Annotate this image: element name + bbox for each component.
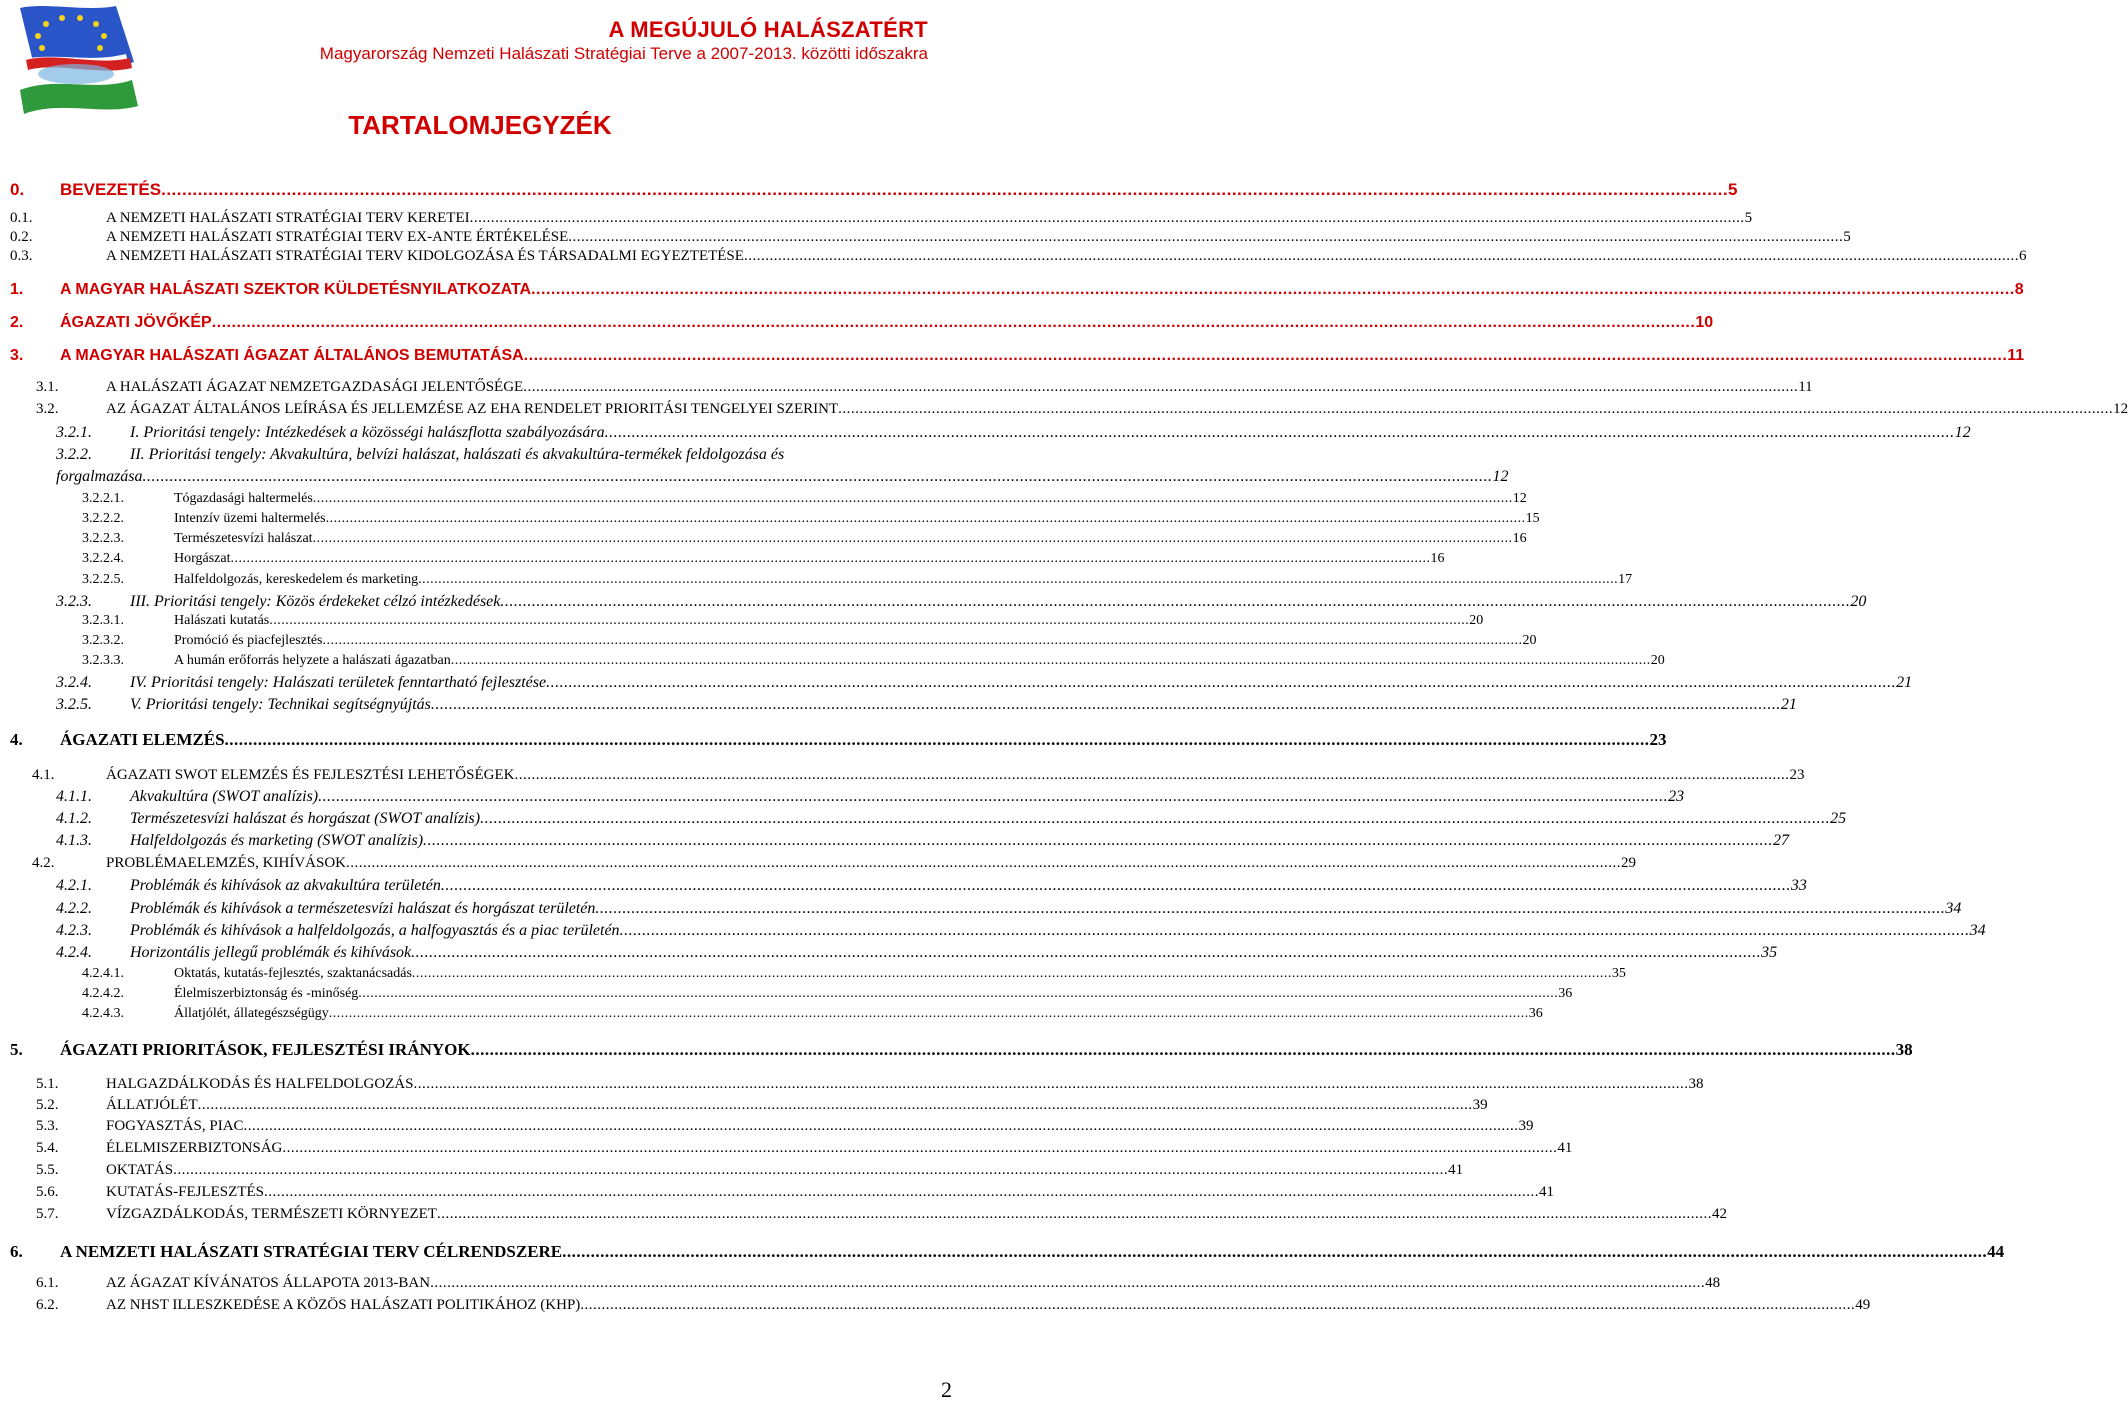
toc-entry-number: 6.2. <box>36 1297 59 1313</box>
toc-entry-text: ÁGAZATI SWOT ELEMZÉS ÉS FEJLESZTÉSI LEHETŐSÉGEK <box>106 767 515 783</box>
toc-entry-number: 4.2.1. <box>56 877 92 894</box>
toc-entry-text: Halfeldolgozás, kereskedelem és marketing <box>174 572 419 587</box>
toc-entry-number: 3. <box>10 347 24 364</box>
toc-entry-number: 5. <box>10 1040 23 1059</box>
toc-entry-text: A MAGYAR HALÁSZATI ÁGAZAT ÁLTALÁNOS BEMUTATÁSA <box>60 347 524 364</box>
toc-leader-dots: ............................................................................................................................................................................................................................................................................................................ <box>418 572 1619 587</box>
toc-entry-number: 4.1. <box>32 767 55 783</box>
toc-entry-number: 2. <box>10 314 24 331</box>
toc-entry-line <box>130 810 1847 828</box>
toc-entry-number: 4.2.4.3. <box>82 1006 124 1021</box>
toc-entry-text: II. Prioritási tengely: Akvakultúra, belvízi halászat, halászati és akvakultúra-termékek feldolgozása és <box>130 446 785 463</box>
toc-entry-line <box>130 593 1867 611</box>
toc-entry-page: 41 <box>1538 1184 1554 1200</box>
toc-entry-text: ÁLLATJÓLÉT <box>106 1097 198 1113</box>
toc-entry-line <box>130 832 1790 850</box>
toc-entry-line <box>60 347 2025 365</box>
toc-entry-text: Horizontális jellegű problémák és kihívások <box>130 944 412 961</box>
toc-entry-page: 11 <box>1798 379 1813 395</box>
toc-entry-number: 5.4. <box>36 1140 59 1156</box>
toc-leader-dots: ............................................................................................................................................................................................................................................................................................................ <box>230 551 1431 566</box>
toc-entry-line <box>60 281 2024 299</box>
toc-entry-number: 4.1.3. <box>56 832 92 849</box>
toc-leader-dots: ............................................................................................................................................................................................................................................................................................................ <box>411 944 1762 961</box>
toc-entry-line <box>106 767 1805 784</box>
toc-leader-dots: ............................................................................................................................................................................................................................................................................................................ <box>514 767 1790 783</box>
toc-entry-text: ÁGAZATI ELEMZÉS <box>60 730 225 749</box>
toc-entry-number: 4.2.3. <box>56 922 92 939</box>
toc-entry-text: A NEMZETI HALÁSZATI STRATÉGIAI TERV KERETEI <box>106 210 470 226</box>
toc-leader-dots: ............................................................................................................................................................................................................................................................................................................ <box>436 1206 1712 1222</box>
toc-entry-line <box>174 572 1633 588</box>
toc-entry-text: AZ ÁGAZAT KÍVÁNATOS ÁLLAPOTA 2013-BAN <box>106 1275 431 1291</box>
toc-entry-line <box>130 944 1778 962</box>
toc-leader-dots: ............................................................................................................................................................................................................................................................................................................ <box>580 1297 1856 1313</box>
toc-entry-text: Problémák és kihívások a halfeldolgozás, a halfogyasztás és a piac területén <box>130 922 620 939</box>
toc-entry-number: 3.2.4. <box>56 674 92 691</box>
toc-entry-line <box>106 1076 1704 1093</box>
toc-leader-dots: ............................................................................................................................................................................................................................................................................................................ <box>318 788 1669 805</box>
toc-entry-line <box>130 922 1986 940</box>
toc-entry-page: 49 <box>1855 1297 1871 1313</box>
toc-entry-number: 3.2.2.1. <box>82 491 124 506</box>
toc-entry-page: 39 <box>1472 1097 1488 1113</box>
toc-leader-dots: ............................................................................................................................................................................................................................................................................................................ <box>430 696 1781 713</box>
toc-leader-dots: ............................................................................................................................................................................................................................................................................................................ <box>743 248 2019 264</box>
toc-leader-dots: ............................................................................................................................................................................................................................................................................................................ <box>619 922 1970 939</box>
toc-entry-number: 4. <box>10 730 23 749</box>
toc-entry-page: 20 <box>1469 613 1484 628</box>
toc-entry-number: 1. <box>10 281 24 298</box>
toc-entry-text: I. Prioritási tengely: Intézkedések a közösségi halászflotta szabályozására <box>130 424 605 441</box>
toc-entry-page: 48 <box>1705 1275 1721 1291</box>
toc-entry-text: Promóció és piacfejlesztés <box>174 633 323 648</box>
toc-entry-text: ÁGAZATI PRIORITÁSOK, FEJLESZTÉSI IRÁNYOK <box>60 1040 471 1059</box>
toc-entry-number: 4.2. <box>32 855 55 871</box>
page-number: 2 <box>941 1377 952 1402</box>
toc-entry-number: 5.1. <box>36 1076 59 1092</box>
toc-leader-dots: ............................................................................................................................................................................................................................................................................................................ <box>562 1242 1988 1261</box>
toc-entry-number: 3.2. <box>36 401 59 417</box>
toc-entry-text: A NEMZETI HALÁSZATI STRATÉGIAI TERV CÉLRENDSZERE <box>60 1242 563 1261</box>
toc-entry-text: V. Prioritási tengely: Technikai segítségnyújtás <box>130 696 431 713</box>
toc-entry-number: 5.3. <box>36 1118 59 1134</box>
toc-entry-page: 38 <box>1688 1076 1704 1092</box>
toc-leader-dots: ............................................................................................................................................................................................................................................................................................................ <box>282 1140 1558 1156</box>
toc-entry-text: FOGYASZTÁS, PIAC <box>106 1118 244 1134</box>
toc-entry-page: 16 <box>1430 551 1445 566</box>
toc-leader-dots: ............................................................................................................................................................................................................................................................................................................ <box>423 832 1774 849</box>
page-header <box>320 18 928 65</box>
toc-entry-text: Természetesvízi halászat és horgászat (SWOT analízis) <box>130 810 481 827</box>
toc-entry-number: 3.2.3. <box>56 593 92 610</box>
toc-entry-number: 6.1. <box>36 1275 59 1291</box>
toc-entry-line <box>106 210 1753 227</box>
toc-leader-dots: ............................................................................................................................................................................................................................................................................................................ <box>322 633 1523 648</box>
toc-entry-page: 8 <box>2014 281 2024 298</box>
toc-entry-line <box>174 551 1445 567</box>
toc-entry-page: 39 <box>1518 1118 1534 1134</box>
toc-entry-text: III. Prioritási tengely: Közös érdekeket célzó intézkedések <box>130 593 501 610</box>
toc-entry-text: AZ NHST ILLESZKEDÉSE A KÖZÖS HALÁSZATI POLITIKÁHOZ (KHP) <box>106 1297 581 1313</box>
toc-entry-text: ÉLELMISZERBIZTONSÁG <box>106 1140 283 1156</box>
toc-entry-number: 5.2. <box>36 1097 59 1113</box>
toc-entry-page: 5 <box>1843 229 1851 245</box>
toc-entry-line <box>60 730 1667 750</box>
toc-leader-dots: ............................................................................................................................................................................................................................................................................................................ <box>440 877 1791 894</box>
toc-entry-page: 20 <box>1522 633 1537 648</box>
toc-entry-number: 5.6. <box>36 1184 59 1200</box>
toc-entry-page: 41 <box>1557 1140 1573 1156</box>
toc-leader-dots: ............................................................................................................................................................................................................................................................................................................ <box>346 855 1621 871</box>
toc-leader-dots: ............................................................................................................................................................................................................................................................................................................ <box>523 347 2008 364</box>
toc-entry-page: 23 <box>1789 767 1805 783</box>
toc-entry-text: Intenzív üzemi haltermelés <box>174 511 326 526</box>
toc-entry-text: Élelmiszerbiztonság és -minőség <box>174 986 359 1001</box>
toc-entry-line <box>174 966 1626 982</box>
toc-entry-number: 0. <box>10 180 25 199</box>
toc-leader-dots: ............................................................................................................................................................................................................................................................................................................ <box>413 1076 1689 1092</box>
toc-entry-line <box>106 1097 1488 1114</box>
toc-entry-page: 35 <box>1761 944 1778 961</box>
toc-entry-page: 27 <box>1773 832 1790 849</box>
toc-entry-number: 3.2.5. <box>56 696 92 713</box>
toc-leader-dots: ............................................................................................................................................................................................................................................................................................................ <box>263 1184 1539 1200</box>
toc-entry-page: 16 <box>1512 531 1527 546</box>
toc-entry-page: 12 <box>1492 468 1509 485</box>
toc-entry-text: ÁGAZATI JÖVŐKÉP <box>60 314 212 331</box>
toc-leader-dots: ............................................................................................................................................................................................................................................................................................................ <box>469 210 1745 226</box>
toc-entry-page: 21 <box>1896 674 1913 691</box>
toc-leader-dots: ............................................................................................................................................................................................................................................................................................................ <box>325 511 1526 526</box>
toc-entry-number: 3.2.3.2. <box>82 633 124 648</box>
toc-leader-dots: ............................................................................................................................................................................................................................................................................................................ <box>328 1006 1529 1021</box>
toc-leader-dots: ............................................................................................................................................................................................................................................................................................................ <box>480 810 1831 827</box>
toc-entry-line <box>106 1206 1727 1223</box>
toc-entry-text: IV. Prioritási tengely: Halászati területek fenntartható fejlesztése <box>130 674 547 691</box>
toc-entry-number: 4.2.4. <box>56 944 92 961</box>
toc-entry-text: A NEMZETI HALÁSZATI STRATÉGIAI TERV KIDOLGOZÁSA ÉS TÁRSADALMI EGYEZTETÉSE <box>106 248 744 264</box>
toc-entry-line <box>174 613 1484 629</box>
toc-entry-page: 35 <box>1611 966 1626 981</box>
toc-entry-page: 38 <box>1895 1040 1913 1059</box>
toc-entry-line <box>106 401 2128 418</box>
toc-entry-text: Halászati kutatás <box>174 613 270 628</box>
toc-leader-dots: ............................................................................................................................................................................................................................................................................................................ <box>161 180 1729 199</box>
toc-entry-number: 4.2.2. <box>56 900 92 917</box>
toc-leader-dots: ............................................................................................................................................................................................................................................................................................................ <box>450 653 1651 668</box>
toc-entry-page: 6 <box>2018 248 2027 264</box>
toc-entry-page: 5 <box>1744 210 1753 226</box>
toc-entry-line <box>174 653 1665 669</box>
toc-entry-page: 23 <box>1649 730 1667 749</box>
toc-entry-number: 3.2.3.1. <box>82 613 124 628</box>
toc-entry-line <box>106 1162 1464 1179</box>
toc-entry-page: 5 <box>1728 180 1738 199</box>
toc-entry-page: 20 <box>1850 593 1867 610</box>
toc-entry-number: 3.2.2. <box>56 446 92 463</box>
toc-heading: TARTALOMJEGYZÉK <box>348 110 612 140</box>
toc-leader-dots: ............................................................................................................................................................................................................................................................................................................ <box>211 314 1696 331</box>
toc-entry-page: 12 <box>2113 401 2128 417</box>
toc-entry-line <box>174 1006 1543 1022</box>
toc-entry-text: Állatjólét, állategészségügy <box>174 1006 329 1021</box>
toc-entry-line <box>130 674 1913 692</box>
toc-entry-number: 5.5. <box>36 1162 59 1178</box>
toc-leader-dots: ............................................................................................................................................................................................................................................................................................................ <box>430 1275 1706 1291</box>
toc-entry-text: Problémák és kihívások a természetesvízi halászat és horgászat területén <box>130 900 596 917</box>
toc-entry-text: OKTATÁS <box>106 1162 174 1178</box>
toc-leader-dots: ............................................................................................................................................................................................................................................................................................................ <box>531 281 2015 298</box>
toc-entry-page: 44 <box>1987 1242 2005 1261</box>
toc-entry-text: Tógazdasági haltermelés <box>174 491 313 506</box>
toc-entry-page: 17 <box>1618 572 1633 587</box>
toc-leader-dots: ............................................................................................................................................................................................................................................................................................................ <box>358 986 1559 1001</box>
toc-entry-line <box>174 633 1537 649</box>
toc-entry-text: PROBLÉMAELEMZÉS, KIHÍVÁSOK <box>106 855 346 871</box>
toc-entry-page: 12 <box>1512 491 1527 506</box>
toc-entry-line <box>130 900 1962 918</box>
toc-entry-text: Halfeldolgozás és marketing (SWOT analízis) <box>130 832 424 849</box>
toc-leader-dots: ............................................................................................................................................................................................................................................................................................................ <box>312 531 1513 546</box>
toc-entry-text: A NEMZETI HALÁSZATI STRATÉGIAI TERV EX-ANTE ÉRTÉKELÉSE <box>106 229 569 245</box>
toc-entry-text: KUTATÁS-FEJLESZTÉS <box>106 1184 264 1200</box>
toc-entry-page: 15 <box>1525 511 1540 526</box>
toc-leader-dots: ............................................................................................................................................................................................................................................................................................................ <box>595 900 1946 917</box>
toc-entry-line <box>106 1184 1554 1201</box>
toc-entry-page: 33 <box>1790 877 1807 894</box>
toc-entry-number: 0.2. <box>10 229 33 245</box>
toc-entry-line <box>60 314 1714 332</box>
toc-entry-page: 20 <box>1650 653 1665 668</box>
toc-entry-page: 34 <box>1969 922 1986 939</box>
toc-entry-line <box>130 877 1807 895</box>
toc-entry-line <box>60 1040 1913 1060</box>
toc-entry-page: 36 <box>1528 1006 1543 1021</box>
toc-entry-text-continued: forgalmazása <box>56 468 143 485</box>
toc-leader-dots: ............................................................................................................................................................................................................................................................................................................ <box>500 593 1851 610</box>
toc-entry-page: 10 <box>1695 314 1714 331</box>
toc-entry-line <box>174 511 1540 527</box>
toc-entry-text: A humán erőforrás helyzete a halászati ágazatban <box>174 653 451 668</box>
toc-entry-number: 0.1. <box>10 210 33 226</box>
toc-entry-number: 3.2.2.5. <box>82 572 124 587</box>
toc-entry-number: 0.3. <box>10 248 33 264</box>
toc-entry-line <box>174 491 1527 507</box>
toc-entry-number: 6. <box>10 1242 23 1261</box>
logo-image <box>6 2 148 120</box>
toc-entry-text: Horgászat <box>174 551 231 566</box>
toc-leader-dots: ............................................................................................................................................................................................................................................................................................................ <box>568 229 1844 245</box>
toc-entry-number: 3.2.2.4. <box>82 551 124 566</box>
toc-entry-page: 11 <box>2007 347 2025 364</box>
toc-leader-dots: ............................................................................................................................................................................................................................................................................................................ <box>173 1162 1449 1178</box>
toc-entry-page: 41 <box>1448 1162 1464 1178</box>
toc-entry-text: Oktatás, kutatás-fejlesztés, szaktanácsadás <box>174 966 412 981</box>
toc-entry-line <box>106 1297 1871 1314</box>
toc-leader-dots: ............................................................................................................................................................................................................................................................................................................ <box>523 379 1799 395</box>
toc-entry-line <box>106 1140 1573 1157</box>
toc-entry-number: 3.2.2.2. <box>82 511 124 526</box>
toc-entry-number: 4.1.1. <box>56 788 92 805</box>
toc-leader-dots: ............................................................................................................................................................................................................................................................................................................ <box>224 730 1650 749</box>
toc-entry-line <box>106 379 1813 396</box>
toc-entry-line <box>106 1118 1534 1135</box>
toc-entry-number: 5.7. <box>36 1206 59 1222</box>
toc-entry-page: 34 <box>1945 900 1962 917</box>
toc-entry-number: 4.2.4.2. <box>82 986 124 1001</box>
toc-entry-page: 42 <box>1711 1206 1727 1222</box>
toc-leader-dots: ............................................................................................................................................................................................................................................................................................................ <box>243 1118 1519 1134</box>
toc-entry-number: 3.2.3.3. <box>82 653 124 668</box>
toc-entry-number: 4.2.4.1. <box>82 966 124 981</box>
toc-entry-page: 23 <box>1668 788 1685 805</box>
toc-leader-dots: ............................................................................................................................................................................................................................................................................................................ <box>546 674 1897 691</box>
toc-entry-line <box>174 986 1573 1002</box>
toc-entry-line <box>60 1242 2005 1262</box>
toc-entry-text: HALGAZDÁLKODÁS ÉS HALFELDOLGOZÁS <box>106 1076 414 1092</box>
toc-leader-dots: ............................................................................................................................................................................................................................................................................................................ <box>411 966 1612 981</box>
toc-leader-dots: ............................................................................................................................................................................................................................................................................................................ <box>604 424 1955 441</box>
toc-entry-number: 3.1. <box>36 379 59 395</box>
toc-entry-line <box>60 180 1738 200</box>
toc-entry-line <box>130 788 1685 806</box>
toc-entry-page: 12 <box>1954 424 1971 441</box>
toc-entry-page: 21 <box>1780 696 1797 713</box>
toc-leader-dots: ............................................................................................................................................................................................................................................................................................................ <box>142 468 1493 485</box>
toc-entry-page: 29 <box>1621 855 1636 871</box>
toc-entry-text: Akvakultúra (SWOT analízis) <box>130 788 319 805</box>
toc-entry-text: Természetesvízi halászat <box>174 531 313 546</box>
toc-leader-dots: ............................................................................................................................................................................................................................................................................................................ <box>269 613 1470 628</box>
toc-entry-text: BEVEZETÉS <box>60 180 162 199</box>
toc-entry-page: 36 <box>1558 986 1573 1001</box>
toc-entry-line <box>56 468 1509 486</box>
toc-entry-page: 25 <box>1830 810 1847 827</box>
toc-leader-dots: ............................................................................................................................................................................................................................................................................................................ <box>838 401 2114 417</box>
toc-entry-number: 4.1.2. <box>56 810 92 827</box>
toc-entry-line <box>106 229 1851 246</box>
header-subtitle: Magyarország Nemzeti Halászati Stratégiai Terve a 2007-2013. közötti időszakra <box>319 44 928 63</box>
toc-entry-line <box>174 531 1527 547</box>
toc-entry-line <box>106 248 2027 265</box>
toc-entry-line <box>106 1275 1721 1292</box>
toc-entry-line <box>106 855 1636 872</box>
toc-entry-text: A MAGYAR HALÁSZATI SZEKTOR KÜLDETÉSNYILATKOZATA <box>60 281 532 298</box>
toc-entry-number: 3.2.2.3. <box>82 531 124 546</box>
toc-entry-line <box>130 424 1971 442</box>
toc-leader-dots: ............................................................................................................................................................................................................................................................................................................ <box>312 491 1513 506</box>
toc-leader-dots: ............................................................................................................................................................................................................................................................................................................ <box>197 1097 1473 1113</box>
toc-entry-text: Problémák és kihívások az akvakultúra területén <box>130 877 441 894</box>
toc-leader-dots: ............................................................................................................................................................................................................................................................................................................ <box>470 1040 1896 1059</box>
header-title: A MEGÚJULÓ HALÁSZATÉRT <box>608 17 928 42</box>
toc-entry-text: VÍZGAZDÁLKODÁS, TERMÉSZETI KÖRNYEZET <box>106 1206 437 1222</box>
toc-entry-text: A HALÁSZATI ÁGAZAT NEMZETGAZDASÁGI JELENTŐSÉGE <box>106 379 524 395</box>
toc-entry-line <box>130 696 1797 714</box>
toc-entry-number: 3.2.1. <box>56 424 92 441</box>
toc-entry-text: AZ ÁGAZAT ÁLTALÁNOS LEÍRÁSA ÉS JELLEMZÉSE AZ EHA RENDELET PRIORITÁSI TENGELYEI SZERINT <box>106 401 839 417</box>
